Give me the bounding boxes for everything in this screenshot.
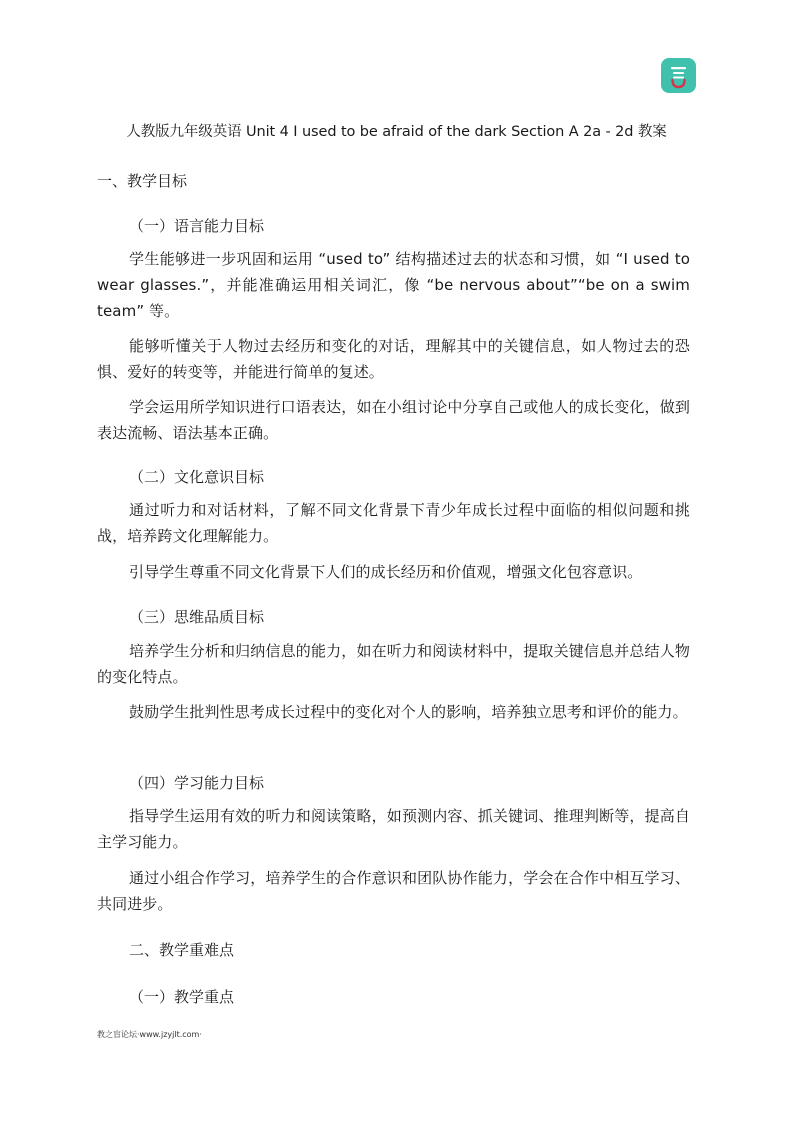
page-footer: 教之盲论坛·www.jzyjlt.com· — [97, 1030, 202, 1039]
section-heading-teaching-goals: 一、教学目标 — [97, 172, 188, 190]
paragraph: 能够听懂关于人物过去经历和变化的对话，理解其中的关键信息，如人物过去的恐惧、爱好的转变等，并能进行简单的复述。 — [97, 337, 690, 381]
paragraph: 通过听力和对话材料，了解不同文化背景下青少年成长过程中面临的相似问题和挑战，培养跨文化理解能力。 — [97, 501, 690, 545]
subheading-teaching-focus: （一）教学重点 — [129, 988, 235, 1006]
subheading-learning-ability: （四）学习能力目标 — [129, 774, 265, 792]
subheading-cultural-awareness: （二）文化意识目标 — [129, 468, 265, 486]
paragraph: 学生能够进一步巩固和运用 “used to” 结构描述过去的状态和习惯，如 “I used to wear glasses.”，并能准确运用相关词汇，像 “be nervous about”“be on a swim team” 等。 — [97, 250, 690, 320]
paragraph: 学会运用所学知识进行口语表达，如在小组讨论中分享自己或他人的成长变化，做到表达流畅、语法基本正确。 — [97, 398, 690, 442]
document-title: 人教版九年级英语 Unit 4 I used to be afraid of the dark Section A 2a - 2d 教案 — [126, 124, 667, 140]
paragraph: 培养学生分析和归纳信息的能力，如在听力和阅读材料中，提取关键信息并总结人物的变化特点。 — [97, 642, 690, 686]
paragraph: 引导学生尊重不同文化背景下人们的成长经历和价值观，增强文化包容意识。 — [129, 563, 643, 581]
subheading-thinking-quality: （三）思维品质目标 — [129, 608, 265, 626]
paragraph: 鼓励学生批判性思考成长过程中的变化对个人的影响，培养独立思考和评价的能力。 — [129, 703, 688, 721]
subheading-language-ability: （一）语言能力目标 — [129, 217, 265, 235]
paragraph: 通过小组合作学习，培养学生的合作意识和团队协作能力，学会在合作中相互学习、共同进步。 — [97, 869, 690, 913]
jzyjlt-logo-icon — [661, 58, 696, 93]
section-heading-key-difficult-points: 二、教学重难点 — [129, 941, 235, 959]
paragraph: 指导学生运用有效的听力和阅读策略，如预测内容、抓关键词、推理判断等，提高自主学习能力。 — [97, 807, 690, 851]
